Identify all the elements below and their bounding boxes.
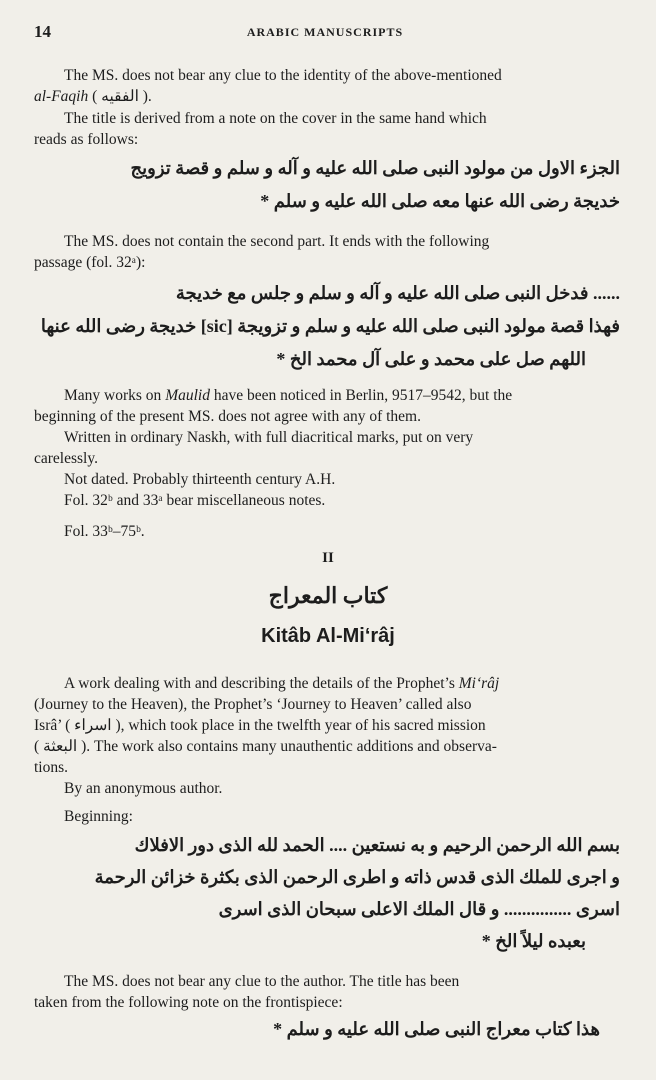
paragraph-faqih-line1: The MS. does not bear any clue to the identity of the above-mentioned — [64, 67, 502, 84]
paragraph-second-line1: The MS. does not contain the second part. It ends with the following — [64, 233, 490, 250]
arabic-beginning-line2: و اجرى للملك الذى قدس ذاته و اطرى الرحمن الذى بكثرة خزائن الرحمة — [94, 867, 620, 887]
paragraph-title-derived — [34, 108, 624, 150]
arabic-beginning-passage — [34, 833, 620, 953]
paragraph-faqih-tail: ( الفقيه ). — [88, 88, 152, 105]
section-number: II — [322, 550, 334, 566]
paragraph-maulid: Many works on Maulid have been noticed in Berlin, 9517–9542, but the beginning of the present MS. does not agree with any of them. — [34, 385, 624, 427]
paragraph-fol-notes: Fol. 32ᵇ and 33ᵃ bear miscellaneous notes. — [64, 492, 326, 509]
paragraph-naskh-line2: carelessly. — [34, 450, 98, 467]
paragraph-anonymous: By an anonymous author. — [64, 780, 223, 797]
arabic-cover-line2: خديجة رضى الله عنها معه صلى الله عليه و سلم * — [260, 191, 620, 211]
paragraph-not-dated: Not dated. Probably thirteenth century A.H. — [64, 471, 336, 488]
italic-maulid: Maulid — [165, 387, 210, 404]
page-number: 14 — [34, 22, 51, 41]
arabic-ending-line1: ...... فدخل النبى صلى الله عليه و آله و سلم و جلس مع خديجة — [175, 283, 620, 303]
paragraph-work-line5: tions. — [34, 759, 69, 776]
arabic-beginning-line3: اسرى ............... و قال الملك الاعلى سبحان الذى اسرى — [218, 899, 620, 919]
section-arabic-title: كتاب المعراج — [268, 583, 388, 608]
paragraph-work-description: A work dealing with and describing the details of the Prophet’s Mi‘râj (Journey to the Heaven), the Prophet’s ‘Journey to Heaven’ called also Isrâ’ ( اسراء ), which took place in the twelfth year of his sacred mission ( البعثة ). The work also contains many unauthentic additions and observa- tions. — [34, 673, 624, 778]
page-header — [34, 22, 616, 44]
arabic-ending-line3: اللهم صل على محمد و على آل محمد الخ * — [276, 349, 586, 369]
paragraph-work-line2: (Journey to the Heaven), the Prophet’s ‘Journey to Heaven’ called also — [34, 696, 472, 713]
paragraph-naskh-line1: Written in ordinary Naskh, with full diacritical marks, put on very — [64, 429, 474, 446]
arabic-frontispiece-note: هذا كتاب معراج النبى صلى الله عليه و سلم * — [273, 1019, 600, 1039]
paragraph-frontispiece-line1: The MS. does not bear any clue to the author. The title has been — [64, 973, 460, 990]
paragraph-title-line1: The title is derived from a note on the cover in the same hand which — [64, 110, 487, 127]
arabic-ending-passage — [34, 281, 620, 371]
arabic-ending-line2: فهذا قصة مولود النبى صلى الله عليه و سلم و تزويجة [sic] خديجة رضى الله عنها — [40, 316, 620, 336]
paragraph-second-part — [34, 231, 624, 273]
paragraph-beginning: Beginning: — [64, 808, 133, 825]
paragraph-maulid-line2: beginning of the present MS. does not agree with any of them. — [34, 408, 421, 425]
paragraph-work-line3: Isrâ’ ( اسراء ), which took place in the twelfth year of his sacred mission — [34, 717, 486, 734]
italic-miraj: Mi‘râj — [458, 675, 500, 692]
arabic-cover-line1: الجزء الاول من مولود النبى صلى الله عليه و آله و سلم و قصة تزويج — [130, 158, 620, 178]
italic-faqih: al-Faqih — [34, 88, 89, 105]
arabic-cover-note — [60, 156, 620, 213]
paragraph-frontispiece — [34, 971, 624, 1013]
paragraph-fol-range: Fol. 33ᵇ–75ᵇ. — [64, 523, 145, 540]
paragraph-faqih — [34, 65, 624, 107]
paragraph-second-line2: passage (fol. 32ᵃ): — [34, 254, 146, 271]
section-title: Kitâb Al-Mi‘râj — [261, 625, 395, 647]
paragraph-work-line4: ( البعثة ). The work also contains many unauthentic additions and observa- — [34, 738, 497, 755]
running-title: ARABIC MANUSCRIPTS — [246, 25, 404, 39]
paragraph-frontispiece-line2: taken from the following note on the frontispiece: — [34, 994, 343, 1011]
paragraph-title-line2: reads as follows: — [34, 131, 139, 148]
arabic-beginning-line1: بسم الله الرحمن الرحيم و به نستعين .... الحمد لله الذى دور الافلاك — [134, 835, 620, 855]
paragraph-naskh — [34, 427, 624, 469]
arabic-beginning-line4: بعبده ليلاً الخ * — [481, 931, 586, 951]
